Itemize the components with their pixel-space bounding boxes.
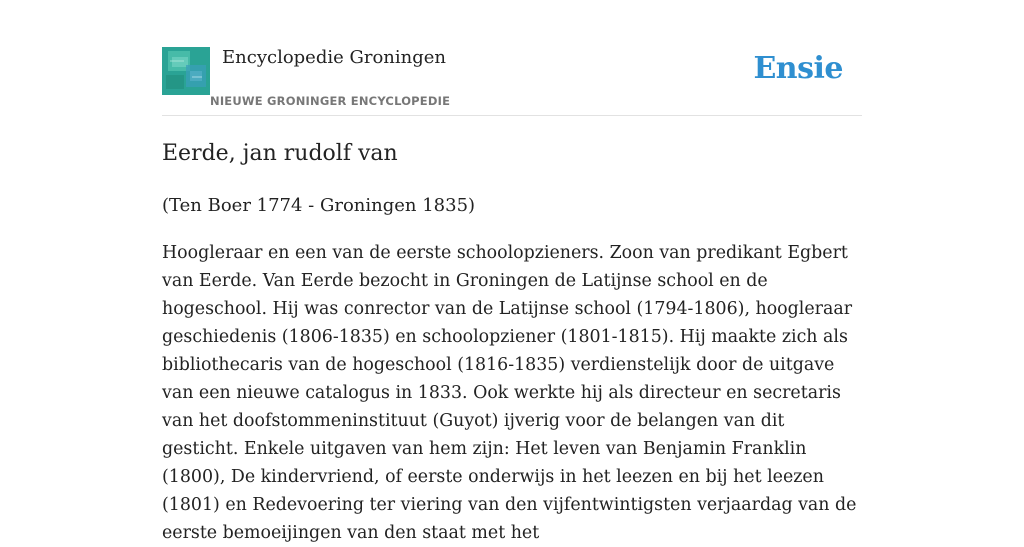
source-title[interactable]: Encyclopedie Groningen — [222, 47, 447, 68]
entry-body: Hoogleraar en een van de eerste schoolopzieners. Zoon van predikant Egbert van Eerde. Van Eerde bezocht in Groningen de Latijnse school en de hogeschool. Hij was conrector van de Latijnse school (1794-1806), hoogleraar geschiedenis (1806-1835) en schoolopziener (1801-1815). Hij maakte zich als bibliothecaris van de hogeschool (1816-1835) verdienstelijk door de uitgave van een nieuwe catalogus in 1833. Ook werkte hij als directeur en secretaris van het doofstommeninstituut (Guyot) ijverig voor de belangen van dit gesticht. Enkele uitgaven van hem zijn: Het leven van Benjamin Franklin (1800), De kindervriend, of eerste onderwijs in het leezen en bij het leezen (1801) en Redevoering ter viering van den vijfentwintigsten verjaardag van de eerste bemoeijingen van den staat met het — [162, 243, 857, 543]
entry-dates: (Ten Boer 1774 - Groningen 1835) — [162, 195, 476, 216]
header-divider — [162, 115, 862, 116]
source-subtitle: NIEUWE GRONINGER ENCYCLOPEDIE — [210, 94, 451, 108]
entry-card — [162, 0, 862, 543]
entry-title: Eerde, jan rudolf van — [162, 141, 398, 166]
ensie-logo[interactable]: Ensie — [753, 51, 843, 86]
encyclopedia-cover-icon[interactable] — [162, 47, 210, 95]
source-header — [162, 0, 862, 116]
